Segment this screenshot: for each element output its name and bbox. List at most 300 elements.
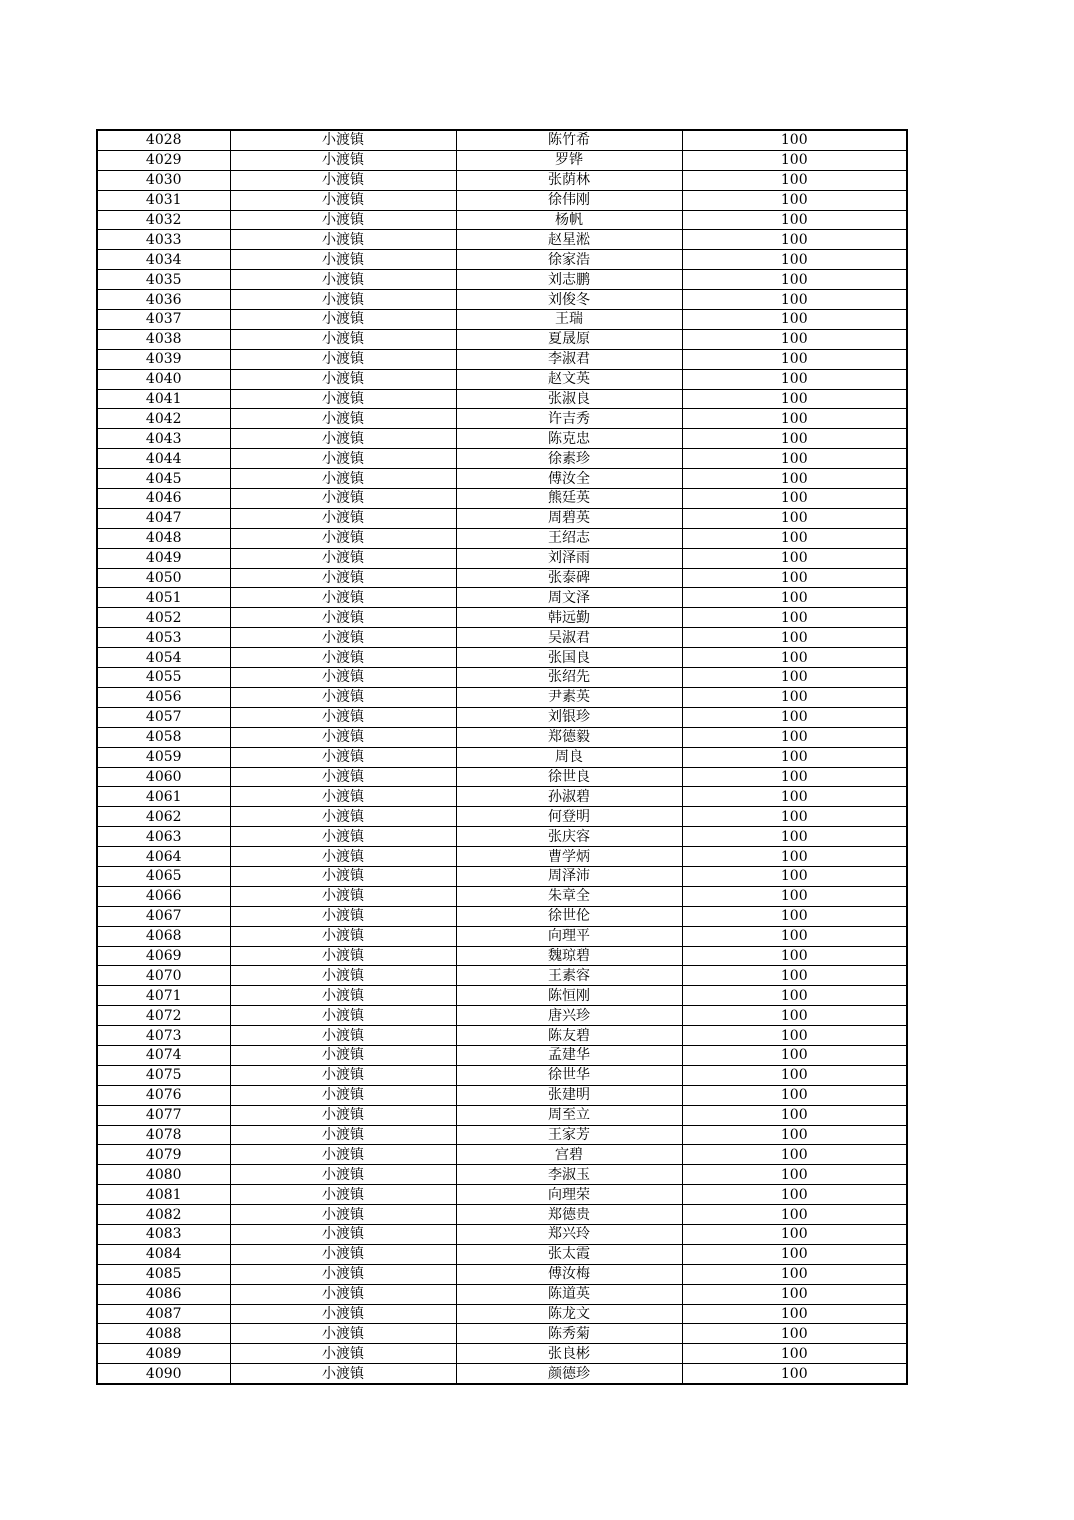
table-row xyxy=(97,588,907,608)
name-cell: 韩远勤 xyxy=(456,608,682,628)
row-number-cell: 4060 xyxy=(97,767,230,787)
amount-cell: 100 xyxy=(682,847,907,867)
table-row xyxy=(97,1304,907,1324)
table-row xyxy=(97,369,907,389)
row-number-cell: 4077 xyxy=(97,1105,230,1125)
name-cell: 陈竹希 xyxy=(456,130,682,150)
name-cell: 傅汝全 xyxy=(456,469,682,489)
table-row xyxy=(97,986,907,1006)
town-cell: 小渡镇 xyxy=(230,668,456,688)
table-row xyxy=(97,170,907,190)
amount-cell: 100 xyxy=(682,369,907,389)
row-number-cell: 4062 xyxy=(97,807,230,827)
table-row xyxy=(97,787,907,807)
town-cell: 小渡镇 xyxy=(230,966,456,986)
table-row xyxy=(97,568,907,588)
table-row xyxy=(97,429,907,449)
table-row xyxy=(97,349,907,369)
name-cell: 向理荣 xyxy=(456,1185,682,1205)
amount-cell: 100 xyxy=(682,548,907,568)
town-cell: 小渡镇 xyxy=(230,1185,456,1205)
table-row xyxy=(97,190,907,210)
amount-cell: 100 xyxy=(682,1045,907,1065)
amount-cell: 100 xyxy=(682,1364,907,1384)
name-cell: 赵星淞 xyxy=(456,230,682,250)
row-number-cell: 4083 xyxy=(97,1224,230,1244)
town-cell: 小渡镇 xyxy=(230,369,456,389)
table-row xyxy=(97,449,907,469)
amount-cell: 100 xyxy=(682,528,907,548)
name-cell: 向理平 xyxy=(456,926,682,946)
table-row xyxy=(97,1324,907,1344)
name-cell: 刘泽雨 xyxy=(456,548,682,568)
name-cell: 宫碧 xyxy=(456,1145,682,1165)
name-cell: 周至立 xyxy=(456,1105,682,1125)
table-row xyxy=(97,250,907,270)
table-row xyxy=(97,329,907,349)
table-row xyxy=(97,1085,907,1105)
amount-cell: 100 xyxy=(682,1085,907,1105)
row-number-cell: 4059 xyxy=(97,747,230,767)
amount-cell: 100 xyxy=(682,986,907,1006)
amount-cell: 100 xyxy=(682,150,907,170)
town-cell: 小渡镇 xyxy=(230,906,456,926)
table-row xyxy=(97,807,907,827)
table-row xyxy=(97,1244,907,1264)
amount-cell: 100 xyxy=(682,906,907,926)
amount-cell: 100 xyxy=(682,310,907,330)
town-cell: 小渡镇 xyxy=(230,747,456,767)
row-number-cell: 4084 xyxy=(97,1244,230,1264)
amount-cell: 100 xyxy=(682,170,907,190)
row-number-cell: 4054 xyxy=(97,648,230,668)
row-number-cell: 4064 xyxy=(97,847,230,867)
amount-cell: 100 xyxy=(682,270,907,290)
name-cell: 魏琼碧 xyxy=(456,946,682,966)
amount-cell: 100 xyxy=(682,1205,907,1225)
name-cell: 傅汝梅 xyxy=(456,1264,682,1284)
row-number-cell: 4076 xyxy=(97,1085,230,1105)
table-row xyxy=(97,707,907,727)
row-number-cell: 4033 xyxy=(97,230,230,250)
name-cell: 周泽沛 xyxy=(456,866,682,886)
town-cell: 小渡镇 xyxy=(230,409,456,429)
amount-cell: 100 xyxy=(682,668,907,688)
table-row xyxy=(97,1205,907,1225)
name-cell: 周文泽 xyxy=(456,588,682,608)
row-number-cell: 4038 xyxy=(97,329,230,349)
table-row xyxy=(97,1185,907,1205)
amount-cell: 100 xyxy=(682,1244,907,1264)
amount-cell: 100 xyxy=(682,1284,907,1304)
table-row xyxy=(97,886,907,906)
amount-cell: 100 xyxy=(682,1324,907,1344)
town-cell: 小渡镇 xyxy=(230,847,456,867)
amount-cell: 100 xyxy=(682,389,907,409)
table-row xyxy=(97,866,907,886)
table-row xyxy=(97,628,907,648)
amount-cell: 100 xyxy=(682,926,907,946)
town-cell: 小渡镇 xyxy=(230,1085,456,1105)
row-number-cell: 4055 xyxy=(97,668,230,688)
amount-cell: 100 xyxy=(682,807,907,827)
name-cell: 朱章全 xyxy=(456,886,682,906)
town-cell: 小渡镇 xyxy=(230,767,456,787)
town-cell: 小渡镇 xyxy=(230,1324,456,1344)
town-cell: 小渡镇 xyxy=(230,827,456,847)
town-cell: 小渡镇 xyxy=(230,926,456,946)
name-cell: 李淑玉 xyxy=(456,1165,682,1185)
table-row xyxy=(97,389,907,409)
name-cell: 许吉秀 xyxy=(456,409,682,429)
town-cell: 小渡镇 xyxy=(230,608,456,628)
name-cell: 陈龙文 xyxy=(456,1304,682,1324)
row-number-cell: 4058 xyxy=(97,727,230,747)
town-cell: 小渡镇 xyxy=(230,648,456,668)
town-cell: 小渡镇 xyxy=(230,1344,456,1364)
table-row xyxy=(97,290,907,310)
amount-cell: 100 xyxy=(682,687,907,707)
town-cell: 小渡镇 xyxy=(230,807,456,827)
amount-cell: 100 xyxy=(682,787,907,807)
name-cell: 王绍志 xyxy=(456,528,682,548)
amount-cell: 100 xyxy=(682,190,907,210)
town-cell: 小渡镇 xyxy=(230,1006,456,1026)
row-number-cell: 4051 xyxy=(97,588,230,608)
amount-cell: 100 xyxy=(682,1145,907,1165)
row-number-cell: 4072 xyxy=(97,1006,230,1026)
name-cell: 陈道英 xyxy=(456,1284,682,1304)
row-number-cell: 4080 xyxy=(97,1165,230,1185)
row-number-cell: 4056 xyxy=(97,687,230,707)
table-row xyxy=(97,926,907,946)
table-row xyxy=(97,230,907,250)
town-cell: 小渡镇 xyxy=(230,866,456,886)
row-number-cell: 4066 xyxy=(97,886,230,906)
name-cell: 徐家浩 xyxy=(456,250,682,270)
row-number-cell: 4052 xyxy=(97,608,230,628)
table-row xyxy=(97,727,907,747)
table-row xyxy=(97,1145,907,1165)
town-cell: 小渡镇 xyxy=(230,270,456,290)
table-row xyxy=(97,687,907,707)
town-cell: 小渡镇 xyxy=(230,130,456,150)
table-row xyxy=(97,1224,907,1244)
amount-cell: 100 xyxy=(682,409,907,429)
name-cell: 曹学炳 xyxy=(456,847,682,867)
town-cell: 小渡镇 xyxy=(230,787,456,807)
row-number-cell: 4046 xyxy=(97,489,230,509)
name-cell: 张淑良 xyxy=(456,389,682,409)
town-cell: 小渡镇 xyxy=(230,886,456,906)
town-cell: 小渡镇 xyxy=(230,250,456,270)
name-cell: 徐素珍 xyxy=(456,449,682,469)
name-cell: 吴淑君 xyxy=(456,628,682,648)
amount-cell: 100 xyxy=(682,1185,907,1205)
row-number-cell: 4082 xyxy=(97,1205,230,1225)
town-cell: 小渡镇 xyxy=(230,1105,456,1125)
row-number-cell: 4050 xyxy=(97,568,230,588)
amount-cell: 100 xyxy=(682,449,907,469)
table-row xyxy=(97,966,907,986)
row-number-cell: 4075 xyxy=(97,1065,230,1085)
row-number-cell: 4078 xyxy=(97,1125,230,1145)
town-cell: 小渡镇 xyxy=(230,170,456,190)
table-row xyxy=(97,668,907,688)
table-row xyxy=(97,548,907,568)
name-cell: 刘志鹏 xyxy=(456,270,682,290)
name-cell: 张荫林 xyxy=(456,170,682,190)
amount-cell: 100 xyxy=(682,469,907,489)
town-cell: 小渡镇 xyxy=(230,1165,456,1185)
amount-cell: 100 xyxy=(682,608,907,628)
town-cell: 小渡镇 xyxy=(230,449,456,469)
amount-cell: 100 xyxy=(682,1026,907,1046)
table-row xyxy=(97,130,907,150)
table-row xyxy=(97,469,907,489)
town-cell: 小渡镇 xyxy=(230,1304,456,1324)
name-cell: 徐世伦 xyxy=(456,906,682,926)
name-cell: 张建明 xyxy=(456,1085,682,1105)
table-row xyxy=(97,150,907,170)
table-row xyxy=(97,648,907,668)
name-cell: 张泰碑 xyxy=(456,568,682,588)
row-number-cell: 4073 xyxy=(97,1026,230,1046)
table-row xyxy=(97,827,907,847)
table-row xyxy=(97,906,907,926)
name-cell: 孙淑碧 xyxy=(456,787,682,807)
amount-cell: 100 xyxy=(682,648,907,668)
data-table xyxy=(96,129,908,1385)
row-number-cell: 4030 xyxy=(97,170,230,190)
town-cell: 小渡镇 xyxy=(230,588,456,608)
row-number-cell: 4049 xyxy=(97,548,230,568)
amount-cell: 100 xyxy=(682,349,907,369)
name-cell: 陈友碧 xyxy=(456,1026,682,1046)
row-number-cell: 4085 xyxy=(97,1264,230,1284)
town-cell: 小渡镇 xyxy=(230,687,456,707)
row-number-cell: 4048 xyxy=(97,528,230,548)
row-number-cell: 4088 xyxy=(97,1324,230,1344)
table-row xyxy=(97,747,907,767)
table-row xyxy=(97,847,907,867)
row-number-cell: 4074 xyxy=(97,1045,230,1065)
amount-cell: 100 xyxy=(682,747,907,767)
table-row xyxy=(97,1026,907,1046)
town-cell: 小渡镇 xyxy=(230,528,456,548)
row-number-cell: 4065 xyxy=(97,866,230,886)
row-number-cell: 4079 xyxy=(97,1145,230,1165)
amount-cell: 100 xyxy=(682,628,907,648)
row-number-cell: 4042 xyxy=(97,409,230,429)
table-row xyxy=(97,608,907,628)
row-number-cell: 4034 xyxy=(97,250,230,270)
table-row xyxy=(97,1344,907,1364)
amount-cell: 100 xyxy=(682,1304,907,1324)
amount-cell: 100 xyxy=(682,290,907,310)
town-cell: 小渡镇 xyxy=(230,1026,456,1046)
name-cell: 尹素英 xyxy=(456,687,682,707)
row-number-cell: 4070 xyxy=(97,966,230,986)
name-cell: 陈恒刚 xyxy=(456,986,682,1006)
town-cell: 小渡镇 xyxy=(230,548,456,568)
row-number-cell: 4089 xyxy=(97,1344,230,1364)
name-cell: 陈克忠 xyxy=(456,429,682,449)
row-number-cell: 4044 xyxy=(97,449,230,469)
row-number-cell: 4071 xyxy=(97,986,230,1006)
town-cell: 小渡镇 xyxy=(230,329,456,349)
town-cell: 小渡镇 xyxy=(230,190,456,210)
row-number-cell: 4087 xyxy=(97,1304,230,1324)
name-cell: 王素容 xyxy=(456,966,682,986)
town-cell: 小渡镇 xyxy=(230,707,456,727)
town-cell: 小渡镇 xyxy=(230,210,456,230)
row-number-cell: 4041 xyxy=(97,389,230,409)
town-cell: 小渡镇 xyxy=(230,1125,456,1145)
town-cell: 小渡镇 xyxy=(230,429,456,449)
row-number-cell: 4037 xyxy=(97,310,230,330)
name-cell: 张国良 xyxy=(456,648,682,668)
amount-cell: 100 xyxy=(682,230,907,250)
amount-cell: 100 xyxy=(682,727,907,747)
name-cell: 周良 xyxy=(456,747,682,767)
table-row xyxy=(97,270,907,290)
town-cell: 小渡镇 xyxy=(230,310,456,330)
amount-cell: 100 xyxy=(682,827,907,847)
row-number-cell: 4061 xyxy=(97,787,230,807)
amount-cell: 100 xyxy=(682,1165,907,1185)
town-cell: 小渡镇 xyxy=(230,946,456,966)
town-cell: 小渡镇 xyxy=(230,1264,456,1284)
name-cell: 夏晟原 xyxy=(456,329,682,349)
town-cell: 小渡镇 xyxy=(230,290,456,310)
name-cell: 颜德珍 xyxy=(456,1364,682,1384)
row-number-cell: 4069 xyxy=(97,946,230,966)
name-cell: 张绍先 xyxy=(456,668,682,688)
town-cell: 小渡镇 xyxy=(230,568,456,588)
name-cell: 徐伟刚 xyxy=(456,190,682,210)
table-row xyxy=(97,489,907,509)
amount-cell: 100 xyxy=(682,329,907,349)
table-row xyxy=(97,210,907,230)
row-number-cell: 4039 xyxy=(97,349,230,369)
row-number-cell: 4057 xyxy=(97,707,230,727)
row-number-cell: 4068 xyxy=(97,926,230,946)
row-number-cell: 4032 xyxy=(97,210,230,230)
row-number-cell: 4081 xyxy=(97,1185,230,1205)
row-number-cell: 4028 xyxy=(97,130,230,150)
table-row xyxy=(97,1364,907,1384)
table-row xyxy=(97,1284,907,1304)
name-cell: 张庆容 xyxy=(456,827,682,847)
name-cell: 赵文英 xyxy=(456,369,682,389)
town-cell: 小渡镇 xyxy=(230,628,456,648)
table-row xyxy=(97,1125,907,1145)
name-cell: 郑德毅 xyxy=(456,727,682,747)
row-number-cell: 4031 xyxy=(97,190,230,210)
amount-cell: 100 xyxy=(682,1224,907,1244)
name-cell: 熊廷英 xyxy=(456,489,682,509)
amount-cell: 100 xyxy=(682,707,907,727)
name-cell: 唐兴珍 xyxy=(456,1006,682,1026)
name-cell: 郑兴玲 xyxy=(456,1224,682,1244)
table-row xyxy=(97,1165,907,1185)
town-cell: 小渡镇 xyxy=(230,1045,456,1065)
table-row xyxy=(97,1105,907,1125)
town-cell: 小渡镇 xyxy=(230,1145,456,1165)
row-number-cell: 4043 xyxy=(97,429,230,449)
row-number-cell: 4040 xyxy=(97,369,230,389)
town-cell: 小渡镇 xyxy=(230,230,456,250)
amount-cell: 100 xyxy=(682,767,907,787)
name-cell: 王家芳 xyxy=(456,1125,682,1145)
amount-cell: 100 xyxy=(682,866,907,886)
town-cell: 小渡镇 xyxy=(230,1244,456,1264)
name-cell: 王瑞 xyxy=(456,310,682,330)
town-cell: 小渡镇 xyxy=(230,1284,456,1304)
row-number-cell: 4067 xyxy=(97,906,230,926)
amount-cell: 100 xyxy=(682,429,907,449)
table-row xyxy=(97,508,907,528)
town-cell: 小渡镇 xyxy=(230,349,456,369)
amount-cell: 100 xyxy=(682,1344,907,1364)
row-number-cell: 4086 xyxy=(97,1284,230,1304)
table-body xyxy=(97,130,907,1384)
name-cell: 徐世良 xyxy=(456,767,682,787)
row-number-cell: 4053 xyxy=(97,628,230,648)
amount-cell: 100 xyxy=(682,886,907,906)
table-row xyxy=(97,1045,907,1065)
row-number-cell: 4036 xyxy=(97,290,230,310)
amount-cell: 100 xyxy=(682,1006,907,1026)
amount-cell: 100 xyxy=(682,1125,907,1145)
amount-cell: 100 xyxy=(682,250,907,270)
row-number-cell: 4035 xyxy=(97,270,230,290)
name-cell: 周碧英 xyxy=(456,508,682,528)
amount-cell: 100 xyxy=(682,588,907,608)
table-row xyxy=(97,1006,907,1026)
name-cell: 刘银珍 xyxy=(456,707,682,727)
town-cell: 小渡镇 xyxy=(230,1224,456,1244)
name-cell: 徐世华 xyxy=(456,1065,682,1085)
town-cell: 小渡镇 xyxy=(230,150,456,170)
amount-cell: 100 xyxy=(682,130,907,150)
row-number-cell: 4090 xyxy=(97,1364,230,1384)
town-cell: 小渡镇 xyxy=(230,986,456,1006)
amount-cell: 100 xyxy=(682,568,907,588)
amount-cell: 100 xyxy=(682,210,907,230)
table-row xyxy=(97,409,907,429)
town-cell: 小渡镇 xyxy=(230,489,456,509)
name-cell: 张太霞 xyxy=(456,1244,682,1264)
amount-cell: 100 xyxy=(682,1065,907,1085)
name-cell: 孟建华 xyxy=(456,1045,682,1065)
name-cell: 刘俊冬 xyxy=(456,290,682,310)
town-cell: 小渡镇 xyxy=(230,389,456,409)
table-row xyxy=(97,310,907,330)
table-row xyxy=(97,1264,907,1284)
table-row xyxy=(97,528,907,548)
town-cell: 小渡镇 xyxy=(230,1364,456,1384)
name-cell: 杨帆 xyxy=(456,210,682,230)
row-number-cell: 4063 xyxy=(97,827,230,847)
row-number-cell: 4045 xyxy=(97,469,230,489)
town-cell: 小渡镇 xyxy=(230,469,456,489)
amount-cell: 100 xyxy=(682,1264,907,1284)
row-number-cell: 4029 xyxy=(97,150,230,170)
name-cell: 何登明 xyxy=(456,807,682,827)
amount-cell: 100 xyxy=(682,508,907,528)
